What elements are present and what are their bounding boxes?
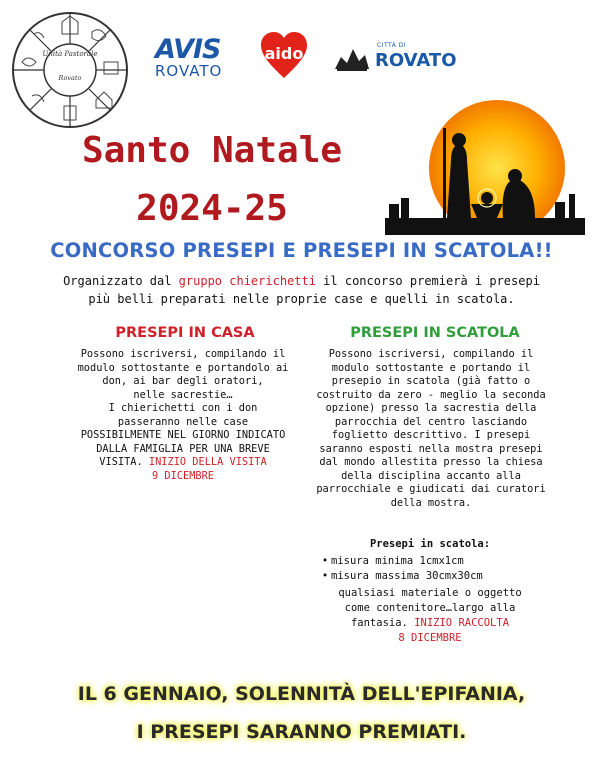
avis-logo-name: AVIS [155,34,221,65]
footer-line-2: I PRESEPI SARANNO PREMIATI. [136,721,467,743]
rule-max-size: misura massima 30cmx30cm [331,570,483,582]
casa-start-date: INIZIO DELLA VISITA 9 DICEMBRE [148,456,267,482]
avis-logo [155,36,250,86]
rovato-logo-big: ROVATO [375,50,457,71]
box-rules-list [319,554,549,584]
box-rules-label: Presepi in scatola: [369,538,491,550]
aido-logo-name: aido [264,44,304,63]
scatola-start-date: INIZIO RACCOLTA 8 DICEMBRE [398,617,510,644]
list-item [319,554,549,569]
intro-highlight: gruppo chierichetti [178,274,316,288]
rovato-city-logo [333,38,457,78]
intro-text-1: Organizzato dal [63,274,179,288]
footer-line-1: IL 6 GENNAIO, SOLENNITÀ DELL'EPIFANIA, [77,683,526,705]
box-more-text: qualsiasi materiale o oggetto come contenitore…largo alla fantasia. [338,587,522,629]
avis-logo-city: ROVATO [155,62,223,80]
intro-paragraph [60,272,543,308]
rovato-logo-small: CITTÀ DI [377,42,407,49]
parish-logo [10,10,130,130]
parish-logo-text-top: Unità Pastorale [42,50,98,58]
rule-min-size: misura minima 1cmx1cm [331,555,464,567]
page-title: Santo Natale [81,130,343,171]
intro-text-2: il concorso premierà i presepi più belli preparati nelle proprie case e quelli in scatola. [88,274,540,306]
parish-logo-text-bottom: Rovato [58,74,82,82]
presepi-casa-text [55,348,311,483]
bullet-icon: • [321,555,329,567]
bullet-icon: • [321,570,329,582]
aido-logo [259,30,309,80]
casa-body: Possono iscriversi, compilando il modulo sottostante e portandolo ai don, ai bar degli oratori, nelle sacrestie… I chierichetti con i don passeranno nelle case POSSIBILMENTE NEL GIORNO INDICATO DALLA FAMIGLIA PER UNA BREVE VISITA. [77,348,289,468]
box-rules-more [310,586,550,646]
list-item [319,569,549,584]
presepi-scatola-text: Possono iscriversi, compilando il modulo sottostante e portando il presepio in scatola (già fatto o costruito da zero - meglio la seconda opzione) presso la sacrestia della parrocchia del centro lasciando foglietto descrittivo. I presepi saranno esposti nella mostra presepi dal mondo allestita presso la chiesa della disciplina accanto alla parrocchiale e giudicati dai curatori della mostra. [316,348,546,509]
contest-title: CONCORSO PRESEPI E PRESEPI IN SCATOLA!! [50,239,553,262]
presepi-casa-heading: PRESEPI IN CASA [115,325,255,341]
page-title-year: 2024-25 [136,188,288,229]
presepi-scatola-heading: PRESEPI IN SCATOLA [350,325,520,341]
nativity-illustration [385,90,585,235]
